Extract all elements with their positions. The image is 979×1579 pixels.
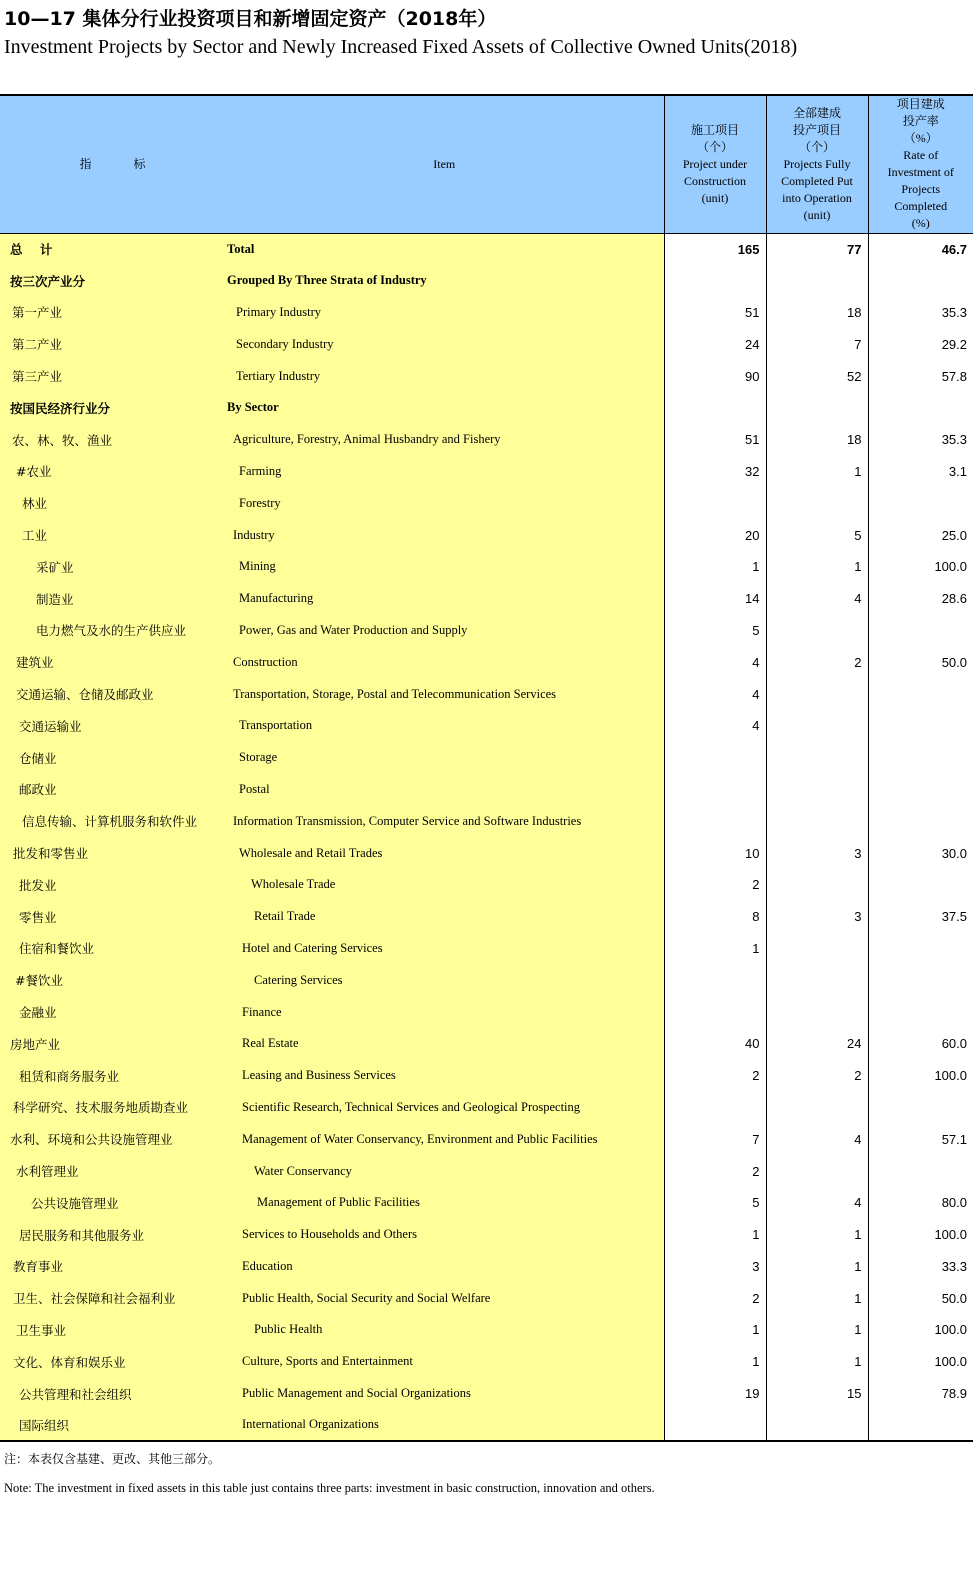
row-indicator-cn: 教育事业 xyxy=(0,1251,225,1283)
page-title-cn: 10—17 集体分行业投资项目和新增固定资产（2018年） xyxy=(4,8,497,30)
row-indicator-cn: 电力燃气及水的生产供应业 xyxy=(0,615,225,647)
row-projects-under-construction: 2 xyxy=(664,1155,766,1187)
header-line: into Operation xyxy=(782,190,852,205)
row-indicator-cn: #餐饮业 xyxy=(0,964,225,996)
row-projects-under-construction: 1 xyxy=(664,1314,766,1346)
table-row xyxy=(0,964,973,996)
row-item-en: Public Health, Social Security and Social Welfare xyxy=(225,1282,664,1314)
table-header xyxy=(0,95,973,233)
row-completion-rate: 33.3 xyxy=(868,1251,973,1283)
page-title-en: Investment Projects by Sector and Newly Increased Fixed Assets of Collective Owned Units(2018) xyxy=(4,36,798,58)
row-item-en: Catering Services xyxy=(225,964,664,996)
row-projects-under-construction: 1 xyxy=(664,1346,766,1378)
row-projects-completed: 1 xyxy=(766,551,868,583)
row-projects-completed xyxy=(766,392,868,424)
row-indicator-cn: 金融业 xyxy=(0,996,225,1028)
row-indicator-cn: 批发业 xyxy=(0,869,225,901)
table-row xyxy=(0,996,973,1028)
row-indicator-cn: 信息传输、计算机服务和软件业 xyxy=(0,805,225,837)
row-indicator-cn: 工业 xyxy=(0,519,225,551)
row-projects-under-construction: 1 xyxy=(664,1219,766,1251)
row-completion-rate xyxy=(868,964,973,996)
row-projects-completed: 2 xyxy=(766,1060,868,1092)
row-projects-completed: 24 xyxy=(766,1028,868,1060)
row-projects-under-construction: 1 xyxy=(664,933,766,965)
row-projects-completed: 4 xyxy=(766,1187,868,1219)
row-projects-completed: 18 xyxy=(766,297,868,329)
row-indicator-cn: 第一产业 xyxy=(0,297,225,329)
row-item-en: Water Conservancy xyxy=(225,1155,664,1187)
row-projects-completed: 1 xyxy=(766,1282,868,1314)
row-projects-completed: 3 xyxy=(766,837,868,869)
row-item-en: Secondary Industry xyxy=(225,328,664,360)
row-projects-completed xyxy=(766,996,868,1028)
row-item-en: Public Health xyxy=(225,1314,664,1346)
row-item-en: Construction xyxy=(225,646,664,678)
row-projects-completed xyxy=(766,1092,868,1124)
row-indicator-cn: 采矿业 xyxy=(0,551,225,583)
row-projects-under-construction: 2 xyxy=(664,869,766,901)
table-row xyxy=(0,1028,973,1060)
row-projects-completed xyxy=(766,1409,868,1441)
table-row xyxy=(0,742,973,774)
row-completion-rate: 57.1 xyxy=(868,1123,973,1155)
header-line: （个） xyxy=(696,139,733,154)
row-item-en: Primary Industry xyxy=(225,297,664,329)
table-row xyxy=(0,1092,973,1124)
row-item-en: Wholesale and Retail Trades xyxy=(225,837,664,869)
row-completion-rate xyxy=(868,710,973,742)
table-row xyxy=(0,901,973,933)
row-projects-under-construction: 3 xyxy=(664,1251,766,1283)
row-item-en: Wholesale Trade xyxy=(225,869,664,901)
row-indicator-cn: 国际组织 xyxy=(0,1409,225,1441)
table-row xyxy=(0,1060,973,1092)
row-projects-completed xyxy=(766,933,868,965)
row-projects-completed: 52 xyxy=(766,360,868,392)
row-projects-under-construction xyxy=(664,1409,766,1441)
row-indicator-cn: 水利、环境和公共设施管理业 xyxy=(0,1123,225,1155)
row-projects-completed: 77 xyxy=(766,233,868,265)
row-indicator-cn: 第二产业 xyxy=(0,328,225,360)
header-line: (%) xyxy=(911,216,930,231)
row-item-en: Information Transmission, Computer Service and Software Industries xyxy=(225,805,664,837)
row-projects-completed: 7 xyxy=(766,328,868,360)
row-projects-under-construction xyxy=(664,964,766,996)
row-item-en: Services to Households and Others xyxy=(225,1219,664,1251)
header-line: Construction xyxy=(684,173,746,188)
row-projects-under-construction: 90 xyxy=(664,360,766,392)
header-line: 项目建成 xyxy=(896,97,945,112)
table-row xyxy=(0,424,973,456)
row-projects-under-construction xyxy=(664,392,766,424)
table-row xyxy=(0,1346,973,1378)
row-completion-rate: 29.2 xyxy=(868,328,973,360)
row-indicator-cn: 第三产业 xyxy=(0,360,225,392)
row-projects-under-construction: 2 xyxy=(664,1060,766,1092)
table-row xyxy=(0,551,973,583)
row-indicator-cn: #农业 xyxy=(0,456,225,488)
row-item-en: Industry xyxy=(225,519,664,551)
header-item: Item xyxy=(225,95,664,233)
row-completion-rate: 25.0 xyxy=(868,519,973,551)
table-row xyxy=(0,265,973,297)
table-row xyxy=(0,869,973,901)
header-line: 投产率 xyxy=(902,114,939,129)
row-indicator-cn: 住宿和餐饮业 xyxy=(0,933,225,965)
table-row xyxy=(0,1378,973,1410)
table-row xyxy=(0,710,973,742)
row-projects-completed xyxy=(766,678,868,710)
row-projects-completed: 1 xyxy=(766,1346,868,1378)
row-indicator-cn: 农、林、牧、渔业 xyxy=(0,424,225,456)
row-projects-completed: 3 xyxy=(766,901,868,933)
row-completion-rate xyxy=(868,996,973,1028)
row-item-en: Retail Trade xyxy=(225,901,664,933)
header-line: Projects xyxy=(901,182,941,197)
row-completion-rate xyxy=(868,487,973,519)
row-completion-rate: 100.0 xyxy=(868,1314,973,1346)
row-item-en: Hotel and Catering Services xyxy=(225,933,664,965)
data-table xyxy=(0,94,973,1442)
row-completion-rate: 46.7 xyxy=(868,233,973,265)
table-row xyxy=(0,1155,973,1187)
row-indicator-cn: 交通运输、仓储及邮政业 xyxy=(0,678,225,710)
row-projects-under-construction: 51 xyxy=(664,297,766,329)
row-item-en: Power, Gas and Water Production and Supply xyxy=(225,615,664,647)
table-row xyxy=(0,1219,973,1251)
row-projects-under-construction: 32 xyxy=(664,456,766,488)
row-indicator-cn: 交通运输业 xyxy=(0,710,225,742)
row-indicator-cn: 按三次产业分 xyxy=(0,265,225,297)
row-item-en: Farming xyxy=(225,456,664,488)
table-row xyxy=(0,519,973,551)
row-projects-completed xyxy=(766,774,868,806)
row-projects-under-construction: 24 xyxy=(664,328,766,360)
table-row xyxy=(0,678,973,710)
row-indicator-cn: 批发和零售业 xyxy=(0,837,225,869)
row-projects-under-construction: 14 xyxy=(664,583,766,615)
row-indicator-cn: 林业 xyxy=(0,487,225,519)
table-row xyxy=(0,233,973,265)
row-projects-completed xyxy=(766,869,868,901)
table-row xyxy=(0,1409,973,1441)
row-projects-completed: 1 xyxy=(766,1219,868,1251)
row-completion-rate xyxy=(868,678,973,710)
row-completion-rate xyxy=(868,1409,973,1441)
table-row xyxy=(0,1314,973,1346)
row-item-en: Public Management and Social Organizations xyxy=(225,1378,664,1410)
table-row xyxy=(0,615,973,647)
row-item-en: Finance xyxy=(225,996,664,1028)
row-projects-under-construction xyxy=(664,487,766,519)
row-projects-under-construction xyxy=(664,742,766,774)
header-line: Completed Put xyxy=(781,173,853,188)
row-indicator-cn: 总 计 xyxy=(0,233,225,265)
header-line: （个） xyxy=(798,139,835,154)
row-completion-rate: 78.9 xyxy=(868,1378,973,1410)
note-en: Note: The investment in fixed assets in this table just contains three parts: investment in basic construction, innovation and others. xyxy=(4,1481,655,1495)
row-completion-rate xyxy=(868,1155,973,1187)
row-completion-rate: 35.3 xyxy=(868,424,973,456)
row-projects-under-construction: 19 xyxy=(664,1378,766,1410)
header-line: Project under xyxy=(682,156,748,171)
table-row xyxy=(0,646,973,678)
row-projects-completed: 4 xyxy=(766,583,868,615)
row-indicator-cn: 卫生、社会保障和社会福利业 xyxy=(0,1282,225,1314)
row-completion-rate: 28.6 xyxy=(868,583,973,615)
row-indicator-cn: 仓储业 xyxy=(0,742,225,774)
header-line: (unit) xyxy=(701,190,729,205)
row-projects-completed: 1 xyxy=(766,1314,868,1346)
row-item-en: Leasing and Business Services xyxy=(225,1060,664,1092)
row-item-en: Tertiary Industry xyxy=(225,360,664,392)
row-item-en: Postal xyxy=(225,774,664,806)
row-item-en: Storage xyxy=(225,742,664,774)
table-row xyxy=(0,1187,973,1219)
row-projects-under-construction: 5 xyxy=(664,615,766,647)
table-row xyxy=(0,1123,973,1155)
table-row xyxy=(0,1251,973,1283)
header-indicator: 指 标 xyxy=(0,95,225,233)
table-row xyxy=(0,837,973,869)
row-projects-completed xyxy=(766,615,868,647)
row-projects-under-construction: 10 xyxy=(664,837,766,869)
row-indicator-cn: 卫生事业 xyxy=(0,1314,225,1346)
row-projects-under-construction xyxy=(664,265,766,297)
row-item-en: Management of Water Conservancy, Environment and Public Facilities xyxy=(225,1123,664,1155)
row-projects-under-construction: 5 xyxy=(664,1187,766,1219)
row-completion-rate: 30.0 xyxy=(868,837,973,869)
row-projects-under-construction xyxy=(664,996,766,1028)
row-completion-rate xyxy=(868,392,973,424)
table-row xyxy=(0,392,973,424)
row-projects-completed: 15 xyxy=(766,1378,868,1410)
row-projects-under-construction xyxy=(664,774,766,806)
row-projects-under-construction: 4 xyxy=(664,646,766,678)
row-projects-under-construction: 1 xyxy=(664,551,766,583)
table-row xyxy=(0,487,973,519)
row-indicator-cn: 公共管理和社会组织 xyxy=(0,1378,225,1410)
row-completion-rate xyxy=(868,1092,973,1124)
table-row xyxy=(0,805,973,837)
row-item-en: By Sector xyxy=(225,392,664,424)
row-completion-rate: 60.0 xyxy=(868,1028,973,1060)
row-projects-under-construction: 165 xyxy=(664,233,766,265)
row-projects-completed xyxy=(766,964,868,996)
row-projects-completed: 2 xyxy=(766,646,868,678)
row-item-en: Transportation, Storage, Postal and Telecommunication Services xyxy=(225,678,664,710)
table-row xyxy=(0,583,973,615)
row-projects-completed xyxy=(766,742,868,774)
row-projects-completed xyxy=(766,710,868,742)
row-completion-rate: 3.1 xyxy=(868,456,973,488)
header-line: 全部建成 xyxy=(792,105,841,120)
row-completion-rate: 37.5 xyxy=(868,901,973,933)
row-projects-under-construction: 40 xyxy=(664,1028,766,1060)
table-row xyxy=(0,933,973,965)
row-indicator-cn: 建筑业 xyxy=(0,646,225,678)
row-completion-rate: 35.3 xyxy=(868,297,973,329)
row-indicator-cn: 文化、体育和娱乐业 xyxy=(0,1346,225,1378)
row-projects-completed: 1 xyxy=(766,1251,868,1283)
row-indicator-cn: 制造业 xyxy=(0,583,225,615)
table-row xyxy=(0,360,973,392)
row-indicator-cn: 公共设施管理业 xyxy=(0,1187,225,1219)
row-projects-under-construction: 20 xyxy=(664,519,766,551)
table-row xyxy=(0,774,973,806)
row-projects-completed xyxy=(766,805,868,837)
row-completion-rate xyxy=(868,615,973,647)
row-projects-completed xyxy=(766,487,868,519)
row-item-en: International Organizations xyxy=(225,1409,664,1441)
row-item-en: Culture, Sports and Entertainment xyxy=(225,1346,664,1378)
row-projects-under-construction: 51 xyxy=(664,424,766,456)
row-indicator-cn: 科学研究、技术服务地质勘查业 xyxy=(0,1092,225,1124)
header-line: Projects Fully xyxy=(783,156,851,171)
row-item-en: Manufacturing xyxy=(225,583,664,615)
row-completion-rate: 57.8 xyxy=(868,360,973,392)
row-projects-under-construction: 8 xyxy=(664,901,766,933)
row-item-en: Agriculture, Forestry, Animal Husbandry and Fishery xyxy=(225,424,664,456)
row-item-en: Real Estate xyxy=(225,1028,664,1060)
row-item-en: Transportation xyxy=(225,710,664,742)
header-line: Rate of xyxy=(903,148,939,163)
header-line: Investment of xyxy=(887,165,954,180)
row-item-en: Mining xyxy=(225,551,664,583)
header-completion-rate xyxy=(868,95,973,233)
table-row xyxy=(0,297,973,329)
row-completion-rate xyxy=(868,869,973,901)
row-item-en: Forestry xyxy=(225,487,664,519)
row-projects-completed: 1 xyxy=(766,456,868,488)
row-indicator-cn: 租赁和商务服务业 xyxy=(0,1060,225,1092)
note-cn: 注：本表仅含基建、更改、其他三部分。 xyxy=(4,1452,221,1466)
row-indicator-cn: 水利管理业 xyxy=(0,1155,225,1187)
header-line: 施工项目 xyxy=(690,122,739,137)
row-projects-completed: 4 xyxy=(766,1123,868,1155)
row-projects-under-construction: 4 xyxy=(664,678,766,710)
row-completion-rate xyxy=(868,265,973,297)
header-projects-completed xyxy=(766,95,868,233)
row-completion-rate xyxy=(868,774,973,806)
row-projects-under-construction: 7 xyxy=(664,1123,766,1155)
row-completion-rate xyxy=(868,805,973,837)
table-row xyxy=(0,1282,973,1314)
row-item-en: Management of Public Facilities xyxy=(225,1187,664,1219)
row-indicator-cn: 房地产业 xyxy=(0,1028,225,1060)
row-indicator-cn: 邮政业 xyxy=(0,774,225,806)
header-line: Completed xyxy=(894,199,948,214)
row-item-en: Grouped By Three Strata of Industry xyxy=(225,265,664,297)
row-completion-rate xyxy=(868,742,973,774)
row-item-en: Education xyxy=(225,1251,664,1283)
header-line: 投产项目 xyxy=(792,122,841,137)
row-projects-completed: 5 xyxy=(766,519,868,551)
row-indicator-cn: 按国民经济行业分 xyxy=(0,392,225,424)
row-projects-under-construction: 2 xyxy=(664,1282,766,1314)
row-item-en: Total xyxy=(225,233,664,265)
row-completion-rate: 100.0 xyxy=(868,1346,973,1378)
row-projects-under-construction xyxy=(664,1092,766,1124)
row-projects-under-construction xyxy=(664,805,766,837)
table-row xyxy=(0,328,973,360)
row-completion-rate: 100.0 xyxy=(868,551,973,583)
header-line: （%） xyxy=(903,131,938,146)
row-item-en: Scientific Research, Technical Services and Geological Prospecting xyxy=(225,1092,664,1124)
header-line: (unit) xyxy=(803,207,831,222)
row-indicator-cn: 零售业 xyxy=(0,901,225,933)
row-completion-rate xyxy=(868,933,973,965)
row-completion-rate: 50.0 xyxy=(868,646,973,678)
row-completion-rate: 100.0 xyxy=(868,1219,973,1251)
row-projects-completed xyxy=(766,1155,868,1187)
row-indicator-cn: 居民服务和其他服务业 xyxy=(0,1219,225,1251)
row-completion-rate: 80.0 xyxy=(868,1187,973,1219)
row-projects-completed xyxy=(766,265,868,297)
header-projects-under-construction xyxy=(664,95,766,233)
row-completion-rate: 50.0 xyxy=(868,1282,973,1314)
row-completion-rate: 100.0 xyxy=(868,1060,973,1092)
table-body xyxy=(0,233,973,1441)
row-projects-under-construction: 4 xyxy=(664,710,766,742)
table-row xyxy=(0,456,973,488)
row-projects-completed: 18 xyxy=(766,424,868,456)
